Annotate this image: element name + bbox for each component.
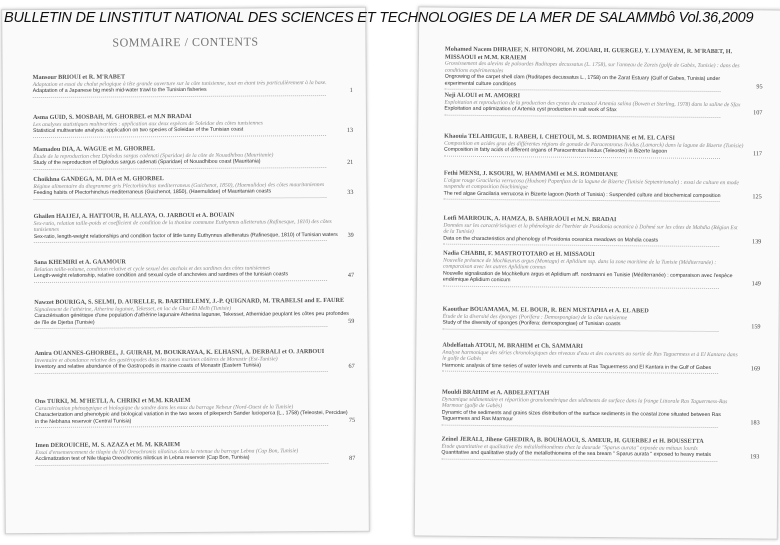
entry-title-french: Composition en acides gras des différentes régions de gonade de Paracentrotus lividus (Lamarck) dans la lagune de Bizerte (Tunisie): [444, 140, 744, 149]
entry-authors: Sana KHEMIRI et A. GAAMOUR: [33, 258, 126, 267]
dotted-leader: [444, 199, 720, 202]
entry-title-french: Sex-ratio, relation taille-poids et coefficient de condition de la thonine commune Euthynnus alletteratus (Rafinesque, 1810) des côtes tunisiennes: [33, 218, 332, 234]
toc-entry: [443, 169, 762, 203]
entry-authors: Choikhna GANDEGA, M. DIA et M. GHORBEL: [33, 175, 164, 184]
toc-entry: [444, 132, 763, 159]
entry-title-english: The red algae Gracilaria verrucosa in Bizerte lagoon (North of Tunisia) : Suspended culture and biochemical composition: [443, 190, 721, 199]
entry-page-number: 39: [347, 231, 354, 239]
entry-page-number: 193: [750, 452, 760, 460]
entry-title-french: Exploitation et reproduction de la production des cystes du crustacé Artemia salina (Bowen et Sterling, 1978) dans la saline de Sfax: [444, 99, 741, 108]
entry-title-english: Ongrowing of the carpet shell clam (Ruditapes decussatus L., 1758) on the Zarat Estuary (Gulf of Gabes, Tunisia) under experimental culture conditions: [444, 73, 721, 87]
entry-title-english: Feeding habits of Plectorhinchus mediterraneus (Guichenot, 1850), (Haemulidae) of Mauritanian coasts: [33, 188, 272, 197]
entry-title-french: Relation taille-volume, condition relative et cycle sexuel des anchois et des sardines des côtes tunisiennes: [33, 264, 271, 273]
toc-entry: [33, 72, 351, 98]
entry-title-french: L'algue rouge Gracilaria verrucosa (Hudson) Papenfuss de la lagune de Bizerte (Tunisie Septentrionale) : essai de culture en mode suspendu et composition biochimique: [443, 177, 739, 191]
entry-title-french: Étude de la reproduction chez Diplodus sargus cadenati (Sparidae) de la côte de Nouadhibou (Mauritanie): [33, 151, 274, 160]
entry-title-english: Data on the characteristics and phenology of Posidonia oceanica meadows on Mahdia coasts: [443, 235, 659, 244]
entry-page-number: 47: [347, 271, 355, 279]
toc-entry: [33, 144, 354, 170]
entry-title-english: Adaptation of a Japanese big mesh mid-water trawl to the Tunisian fisheries: [32, 86, 207, 95]
entry-title-french: Étude quantitative et qualitative des métallothionéines chez la daurade "Sparus aurata" exposée au métaux lourds: [441, 443, 698, 452]
entry-title-english: Caractérisation génétique d'une population d'athérine lagunaire Atherina lagunae, Tekesset, Athernidae peuplant les côtes peu profondes de l'île de Djerba (Tunisie): [34, 310, 349, 326]
dotted-leader: [443, 285, 719, 288]
dotted-leader: [442, 371, 718, 374]
entry-page-number: 21: [347, 158, 354, 166]
entry-page-number: 95: [756, 83, 763, 91]
entry-title-english: Nouvelle signalisation de Mochkellum argus et Aplidium aff. nordmanni en Tunisie (Méditerranée) : comparaison avec l'espèce endémique Aplidium conicum: [442, 270, 733, 284]
dotted-leader: [444, 114, 720, 117]
toc-entry: [34, 211, 352, 243]
dotted-leader: [35, 371, 328, 374]
entry-page-number: 117: [752, 149, 763, 157]
entry-page-number: 13: [346, 126, 354, 134]
entry-page-number: 125: [752, 193, 762, 201]
entry-authors: Nawzet BOURIGA, S. SELMI, D. AURELLE, R. BARTHELEMY, J.-P. QUIGNARD, M. TRABELSI and E. FAURE: [34, 296, 345, 307]
bulletin-title: BULLETIN DE LINSTITUT NATIONAL DES SCIENCES ET TECHNOLOGIES DE LA MER DE SALAMMbô Vol.36,2009: [4, 10, 754, 26]
toc-entry: [444, 91, 763, 118]
dotted-leader: [444, 155, 720, 158]
right-page: [414, 6, 780, 539]
entry-page-number: 67: [348, 362, 355, 370]
entry-title-french: Données sur les caractéristiques et la phénologie de l'herbier de Posidonia oceanica à Dahmé sur les côtes de Mahdia (Région Est de la Tunisie): [443, 222, 738, 236]
entry-title-french: Essai d'ensemencement de tilapia du Nil Oreochromis niloticus dans la retenue du barrage Lebna (Cap Bon, Tunisie): [35, 447, 299, 456]
entry-title-english: Characterization and phenotypic and biological variation in the two sexes of pikeperch Sander lucioperca (L., 1758) (Teleostei, Percidae) in the Nebhana reservoir (Central Tunisia): [34, 409, 348, 425]
entry-authors: Mohamed Nacem DHRAIEF, N. HITONORI, M. ZOUARI, H. GUERGEJ, Y. LYMAYEM, R. M'RABET, H. MISSAOUI et M.M. KRAIEM: [444, 45, 733, 61]
entry-page-number: 59: [348, 317, 355, 325]
dotted-leader: [442, 424, 718, 427]
entry-title-english: Acclimatization test of Nile tilapia Oreochromis niloticus in Lebna reservoir (Cap Bon, Tunisia): [35, 454, 250, 463]
entry-title-french: Grossissement des alevins de palourdes Ruditapes decussatus (L. 1758), sur l'anneau de Zarzis (golfe de Gabès, Tunisie) : dans des conditions expérimentales: [444, 60, 740, 74]
toc-entry: [443, 214, 762, 248]
entry-authors: Mamadou DIA, A. WAGUE et M. GHORBEL: [33, 145, 155, 154]
entry-title-english: Statistical multivariate analysis: application on two species of Soleidae of the Tunisian coast: [33, 126, 244, 135]
entry-authors: Khaouia TELAHIGUE, I. RABEH, I. CHETOUI, M. S. ROMDHANE et M. EL CAFSI: [444, 132, 676, 142]
entry-page-number: 149: [751, 279, 761, 287]
entry-title-english: Sex-ratio, length-weight relationships and condition factor of little tunny Euthynnus alletteratus (Rafinesque, 1810) of Tunisian waters: [33, 231, 338, 240]
entry-authors: Mouldi BRAHIM et A. ABDELFATTAH: [441, 388, 550, 397]
entry-title-english: Quantitative and qualitative study of the metallothioneins of the sea bream " Sparus aurata " exposed to heavy metals: [441, 449, 712, 459]
toc-entry: [441, 435, 760, 462]
entry-title-french: Analyse harmonique des séries chronologiques des niveaux d'eau et des courants au sortie de Ras Taguermess et à El Kantara dans le golfe de Gabès: [442, 349, 738, 363]
entry-title-french: Nouvelle présence de Mochkeurus argus (Montagu) et Aplidium ssp. dans la zone maritime de la Tunisie (Méditerranée) : comparaison avec les autres Aplidium connus: [443, 257, 717, 271]
toc-entry: [444, 45, 763, 93]
entry-authors: Fethi MENSI, J. KSOURI, W. HAMMAMI et M.S. ROMDHANE: [443, 169, 618, 179]
dotted-leader: [33, 95, 326, 98]
toc-entry: [442, 249, 761, 289]
entry-title-english: Composition in fatty acids of different organs of Paracentrotus lividus (Teleostei) in Bizerte lagoon: [444, 146, 668, 155]
entry-page-number: 75: [348, 416, 356, 424]
entry-title-french: Les analyses statistiques multivariées : application aux deux espèces de Soleidae des côtes tunisiennes: [32, 119, 263, 128]
entry-authors: Ons TURKI, M. M'HETLI, A. CHRIKI et M.M. KRAIEM: [34, 396, 191, 406]
entry-title-french: Caractérisation phénotypique et biologique du sandre dans les eaux du barrage Nebeur (Nord-Ouest de la Tunisie): [34, 403, 294, 412]
entry-page-number: 1: [349, 86, 353, 94]
entry-page-number: 139: [751, 238, 762, 246]
entry-title-french: Étude de la diversité des éponges (Porifera : Demospongiae) de la côte tunisienne: [442, 313, 628, 321]
dotted-leader: [35, 425, 328, 428]
entry-title-english: Exploitation and optimization of Artemia cyst production in salt work of Sfax: [444, 105, 617, 114]
entry-authors: Lotfi MARROUK, A. HAMZA, B. SAHRAOUI et M.N. BRADAI: [443, 214, 617, 224]
entry-authors: Kaouthar BOUAMAMA, M. EL BOUR, R. BEN MUSTAPHA et A. EL ABED: [442, 305, 649, 315]
dotted-leader: [34, 326, 327, 329]
toc-entry: [35, 348, 353, 374]
entry-authors: Zeinel JERALI, Jihene GHEDIRA, B. BOUHAOUI, S. AMEUR, H. GUERBEJ et H. BOUSSETTA: [441, 435, 704, 445]
dotted-leader: [443, 244, 719, 247]
dotted-leader: [33, 197, 326, 200]
entry-authors: Amira OUANNES-GHORBEL, J. GUIRAH, M. BOUKRAYAA, K. ELHASNI, A. DERBALI et O. JARBOUI: [34, 348, 325, 358]
toc-entry: [442, 341, 761, 375]
entry-title-english: Length-weight relationship, relative condition and sexual cycle of anchovies and sardines of the tunisian coasts: [34, 271, 289, 280]
entry-title-english: Dynamic of the sediments and grains sizes distribution of the surface sediments in the coastal zone situated between Ras Taguermess and Ras Marmour: [441, 409, 721, 423]
entry-authors: Nadia CHABBI, F. MASTROTOTARO et H. MISSAOUI: [443, 249, 595, 258]
entry-title-french: Signalement de l'athérine, Atherina lagunae, Tekesset, en lac de Ghar El Melh (Tunisie): [34, 305, 232, 313]
left-page: [1, 7, 370, 535]
toc-entry: [33, 257, 355, 283]
entry-page-number: 169: [750, 365, 761, 373]
sommaire-heading: SOMMAIRE / CONTENTS: [112, 34, 259, 50]
dotted-leader: [441, 458, 717, 461]
entry-title-english: Study of the diversity of sponges (Porifera: demospongiae) of Tunisian coasts: [442, 319, 621, 328]
toc-entry: [442, 305, 761, 332]
toc-entry: [32, 112, 354, 138]
entry-authors: Mansour BRIOUI et R. M'RABET: [32, 73, 126, 82]
entry-authors: Ghailen HAJJEJ, A. HATTOUR, H. ALLAYA, O. JARBOUI et A. BOUAIN: [33, 211, 235, 221]
dotted-leader: [33, 167, 326, 170]
entry-page-number: 33: [347, 188, 354, 196]
entry-authors: Asma GUID, S. MOSBAH, M. GHORBEL et M.N BRADAI: [32, 112, 192, 122]
toc-entry: [34, 296, 355, 329]
entry-authors: Abdelfattah ATOUI, M. BRAHIM et Ch. SAMMARI: [442, 341, 583, 350]
dotted-leader: [34, 280, 327, 283]
entry-title-french: Adaptation et essai du chalut pélagique à tête grande ouverture sur la côte tunisienne, tout en étant très particulièrement à la base.: [32, 79, 327, 88]
entry-page-number: 87: [349, 454, 356, 462]
entry-title-english: Study of the reproduction of Diplodus sargus cadenati (Sparidae) of Nouadhibou coast (Mauritania): [33, 158, 261, 167]
entry-title-english: Inventory and relative abundance of the Gastropods in marine coasts of Monastir (Eastern Tunisia): [34, 362, 262, 371]
dotted-leader: [33, 135, 326, 138]
toc-entry: [33, 174, 354, 200]
toc-entry: [441, 388, 760, 428]
dotted-leader: [443, 328, 719, 331]
dotted-leader: [34, 240, 327, 243]
entry-page-number: 183: [750, 418, 760, 426]
toc-entry: [34, 396, 356, 428]
entry-page-number: 107: [753, 108, 763, 116]
entry-page-number: 159: [751, 322, 761, 330]
entry-title-french: Inventaire et abondance relative des gastéropodes dans les zones marines côtières de Monastir (Est-Tunisie): [34, 355, 278, 364]
toc-entry: [35, 440, 356, 466]
dotted-leader: [35, 463, 328, 466]
entry-title-french: Régime alimentaire du diagramme gris Plectorhinchus mediterraneus (Guichenot, 1850), (Haemulidae) des côtes mauritaniennes: [33, 181, 325, 190]
entry-title-french: Dynamique sédimentaire et répartition granulométrique des sédiments de surface dans la frange Littorale Ras Taguermess-Ras Marmour (golfe de Gabès): [441, 396, 728, 410]
entry-authors: Imen DEROUICHE, M. S. AZAZA et M. M. KRAIEM: [35, 441, 181, 450]
entry-title-english: Harmonic analysis of time series of water levels and currents at Ras Taguermess and El Kantara in the Gulf of Gabes: [442, 362, 712, 371]
entry-authors: Neji ALOUI et M. AMORRI: [444, 91, 521, 100]
